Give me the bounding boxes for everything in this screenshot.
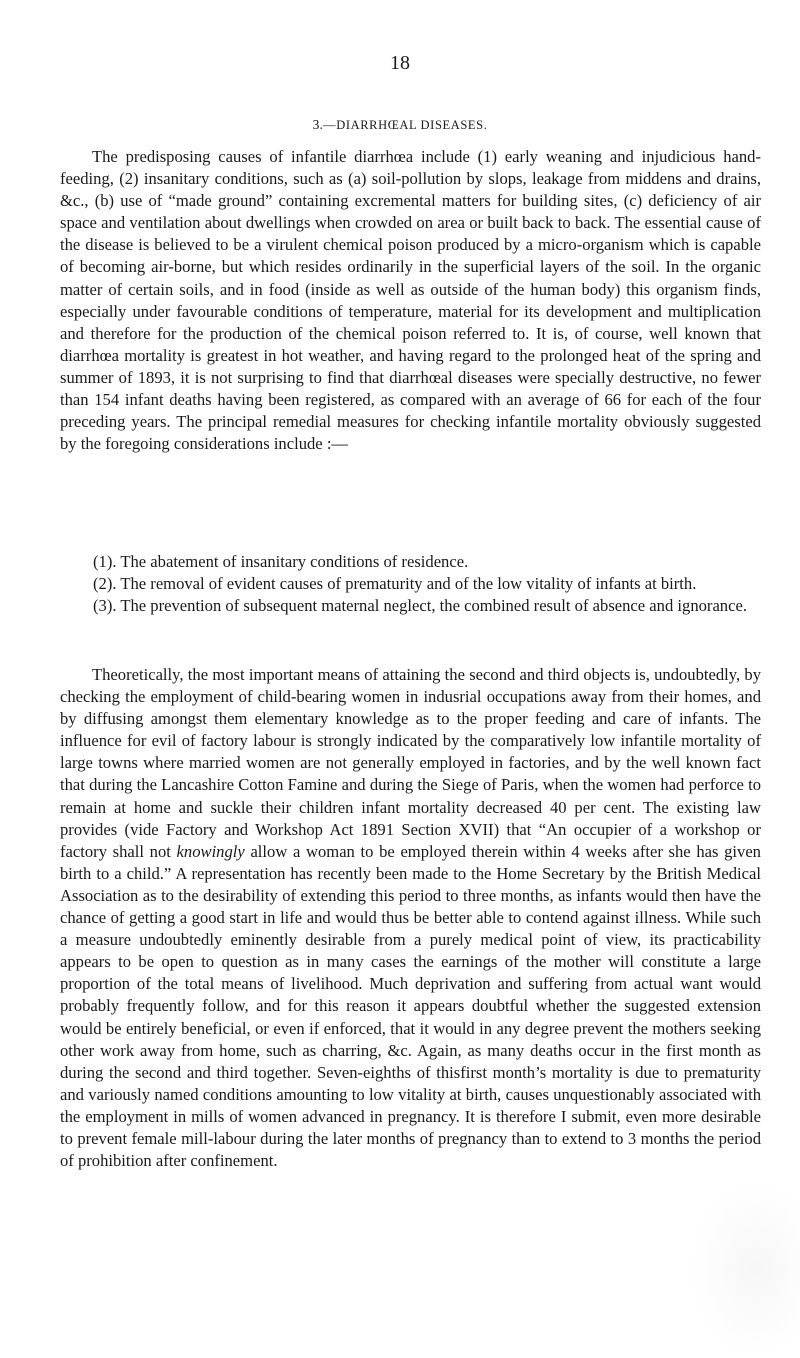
intro-paragraph-block <box>60 146 761 455</box>
theory-text-part-1: Theoretically, the most important means of attaining the second and third objects is, undoubtedly, by checking the employment of child-bearing women in indusrial occupations away from their homes, and by diffusing amongst them elementary knowledge as to the proper feeding and care of infants. The influence for evil of factory labour is strongly indicated by the comparatively low infantile mortality of large towns where married women are not generally employed in factories, and by the well known fact that during the Lancashire Cotton Famine and during the Siege of Paris, when the women had perforce to remain at home and suckle their children infant mortality decreased 40 per cent. The existing law provides (vide Factory and Workshop Act 1891 Section XVII) that “An occupier of a workshop or factory shall not <box>60 665 761 861</box>
conditions-list <box>60 551 761 617</box>
theory-paragraph <box>60 664 761 1172</box>
condition-item-2: (2). The removal of evident causes of prematurity and of the low vitality of infants at birth. <box>93 574 697 594</box>
paper-stain <box>690 1180 800 1358</box>
section-number: 3. <box>312 117 324 132</box>
section-title: —DIARRHŒAL DISEASES. <box>323 118 488 132</box>
condition-item-1: (1). The abatement of insanitary conditions of residence. <box>93 552 469 571</box>
intro-paragraph: The predisposing causes of infantile diarrhœa include (1) early weaning and injudicious hand-feeding, (2) insanitary conditions, such as (a) soil-pollution by slops, leakage from middens and drains, &c., (b) use of “made ground” containing excremental matters for building sites, (c) deficiency of air space and ventilation about dwellings when crowded on area or built back to back. The essential cause of the disease is believed to be a virulent chemical poison produced by a micro-organism which is capable of becoming air-borne, but which resides ordinarily in the superficial layers of the soil. In the organic matter of certain soils, and in food (inside as well as outside of the human body) this organism finds, especially under favourable conditions of temperature, material for its development and multiplication and therefore for the production of the chemical poison referred to. It is, of course, well known that diarrhœa mortality is greatest in hot weather, and having regard to the prolonged heat of the spring and summer of 1893, it is not surprising to find that diarrhœal diseases were specially destructive, no fewer than 154 infant deaths having been registered, as compared with an average of 66 for each of the four preceding years. The principal remedial measures for checking infantile mortality obviously suggested by the foregoing considerations include :— <box>60 147 761 454</box>
theory-emphasis: knowingly <box>176 841 245 861</box>
condition-item-3: (3). The prevention of subsequent maternal neglect, the combined result of absence and ignorance. <box>93 596 747 616</box>
section-heading <box>0 117 800 133</box>
theory-paragraph-block <box>60 664 761 1172</box>
theory-text-part-2: allow a woman to be employed therein within 4 weeks after she has given birth to a child.” A representation has recently been made to the Home Secretary by the British Medical Association as to the desirability of extending this period to three months, as infants would then have the chance of getting a good start in life and would thus be better able to contend against illness. While such a measure undoubtedly eminently desirable from a purely medical point of view, its practicability appears to be open to question as in many cases the earnings of the mother will constitute a large proportion of the total means of livelihood. Much deprivation and suffering from actual want would probably frequently follow, and for this reason it appears doubtful whether the suggested extension would be entirely beneficial, or even if enforced, that it would in any degree prevent the mothers seeking other work away from home, such as charring, &c. Again, as many deaths occur in the first month as during the second and third together. Seven-eighths of thisfirst month’s mortality is due to prematurity and variously named conditions amounting to low vitality at birth, causes unquestionably associated with the employment in mills of women advanced in pregnancy. It is therefore I submit, even more desirable to prevent female mill-labour during the later months of pregnancy than to extend to 3 months the period of prohibition after confinement. <box>60 841 761 1171</box>
page-number: 18 <box>390 52 410 74</box>
